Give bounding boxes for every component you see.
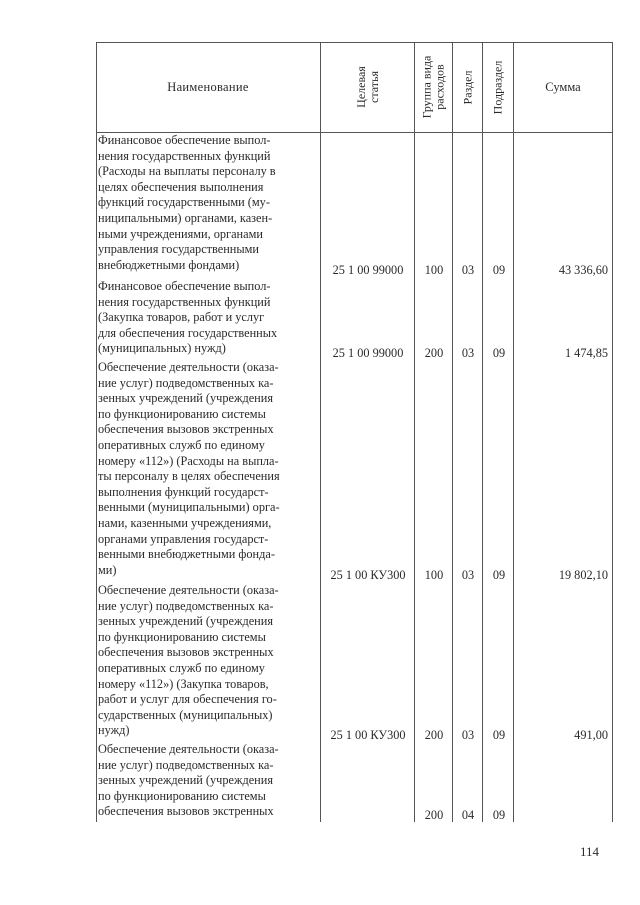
row-4-group: 200 (424, 728, 444, 742)
row-3-section: 03 (461, 568, 475, 582)
column-divider-subsection (513, 42, 514, 822)
header-target-article: Целевая статья (353, 66, 381, 108)
row-3-group: 100 (424, 568, 444, 582)
column-divider-section (482, 42, 483, 822)
row-2-code: 25 1 00 99000 (332, 346, 404, 360)
row-1-group: 100 (424, 263, 444, 277)
row-1-code: 25 1 00 99000 (332, 263, 404, 277)
header-section-cell (453, 42, 482, 132)
row-2-sum: 1 474,85 (564, 346, 608, 360)
row-3-sum: 19 802,10 (558, 568, 608, 582)
row-1-section: 03 (461, 263, 475, 277)
row-5-section: 04 (461, 808, 475, 822)
header-expense-group: Группа вида расходов (419, 55, 447, 119)
header-subsection-cell (483, 42, 513, 132)
header-sum: Сумма (545, 79, 581, 94)
row-5-name: Обеспечение деятельности (оказа- ние услуг) подведомственных ка- зенных учреждений (учреждения по функционированию системы обеспечения вызовов экстренных (98, 742, 279, 819)
row-2-subsection: 09 (492, 346, 506, 360)
header-expense-group-cell (415, 42, 452, 132)
row-3-name: Обеспечение деятельности (оказа- ние услуг) подведомственных ка- зенных учреждений (учреждения по функционированию системы обеспечения вызовов экстренных оперативных служб по единому номеру «112») (Расходы на выпла- ты персоналу в целях обеспечения выполнения функций государст- венными (муниципальными) орга- нами, казенными учреждениями, органами управления государст- венными внебюджетными фонда- ми) (98, 360, 280, 577)
row-4-section: 03 (461, 728, 475, 742)
header-target-article-cell (321, 42, 414, 132)
header-name: Наименование (167, 79, 249, 94)
page-number: 114 (580, 844, 600, 859)
column-divider-code (414, 42, 415, 822)
row-2-name: Финансовое обеспечение выпол- нения государственных функций (Закупка товаров, работ и услуг для обеспечения государственных (муниципальных) нужд) (98, 279, 278, 356)
row-1-name: Финансовое обеспечение выпол- нения государственных функций (Расходы на выплаты персоналу в целях обеспечения выполнения функций государственными (му- ниципальными) органами, казен- ными учреждениями, органами управления государственными внебюджетными фондами) (98, 133, 276, 272)
row-4-name: Обеспечение деятельности (оказа- ние услуг) подведомственных ка- зенных учреждений (учреждения по функционированию системы обеспечения вызовов экстренных оперативных служб по единому номеру «112») (Закупка товаров, работ и услуг для обеспечения го- сударственных (муниципальных) нужд) (98, 583, 279, 738)
row-5-group: 200 (424, 808, 444, 822)
row-4-sum: 491,00 (574, 728, 608, 742)
header-section: Раздел (460, 70, 475, 104)
row-1-subsection: 09 (492, 263, 506, 277)
column-divider-name (320, 42, 321, 822)
header-subsection: Подраздел (490, 60, 505, 114)
table-right-border (612, 42, 613, 822)
column-divider-group (452, 42, 453, 822)
row-5-subsection: 09 (492, 808, 506, 822)
row-3-code: 25 1 00 КУ300 (330, 568, 406, 582)
row-2-group: 200 (424, 346, 444, 360)
row-4-subsection: 09 (492, 728, 506, 742)
table-left-border (96, 42, 97, 822)
row-4-code: 25 1 00 КУ300 (330, 728, 406, 742)
row-2-section: 03 (461, 346, 475, 360)
row-1-sum: 43 336,60 (558, 263, 608, 277)
row-3-subsection: 09 (492, 568, 506, 582)
